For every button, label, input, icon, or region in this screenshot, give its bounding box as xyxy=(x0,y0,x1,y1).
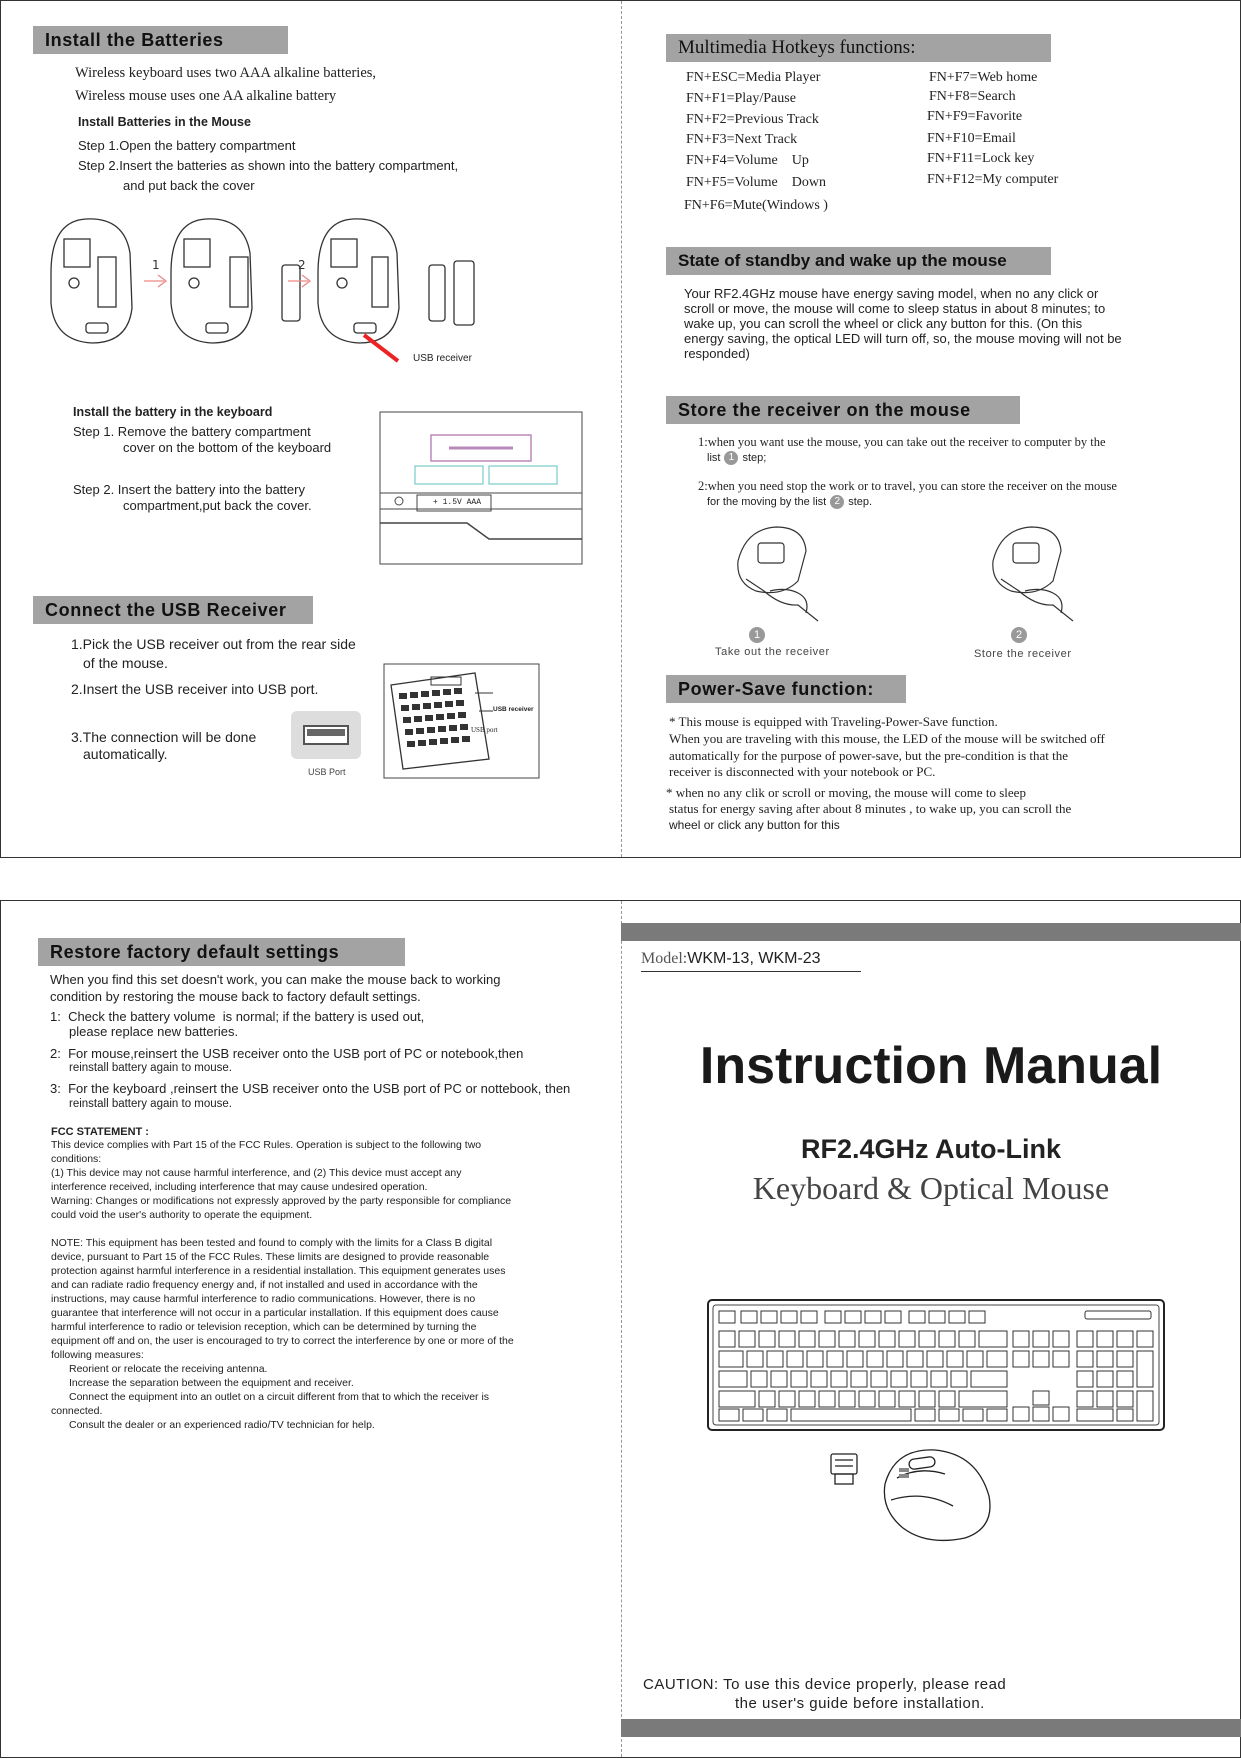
power-line-0: * This mouse is equipped with Traveling-Power-Save function. xyxy=(669,714,998,729)
mouse-battery-heading: Install Batteries in the Mouse xyxy=(78,115,251,129)
restore-item1b: please replace new batteries. xyxy=(69,1024,239,1039)
power-note2: status for energy saving after about 8 minutes , to wake up, you can scroll the xyxy=(669,801,1072,816)
fcc-line-3: interference received, including interference that may cause undesired operation. xyxy=(51,1181,428,1193)
hotkey-right-2: FN+F9=Favorite xyxy=(927,109,1023,124)
power-note1: * when no any clik or scroll or moving, the mouse will come to sleep xyxy=(666,785,1026,800)
connect-usb-heading: Connect the USB Receiver xyxy=(33,596,313,624)
store-p2b: for the moving by the list 2 step. xyxy=(707,496,873,508)
note-line-8: following measures: xyxy=(51,1349,144,1361)
laptop-port-label: USB port xyxy=(471,726,498,734)
standby-heading: State of standby and wake up the mouse xyxy=(666,247,1051,275)
laptop-usb-illustration xyxy=(383,663,540,779)
note-line-4: instructions, may cause harmful interference to radio communications. However, there is no xyxy=(51,1293,476,1305)
step-marker-2: 2 xyxy=(298,258,306,272)
mouse-and-receiver-illustration xyxy=(827,1444,997,1544)
measure-3a: Connect the equipment into an outlet on a circuit different from that to which the receiver is xyxy=(69,1391,490,1403)
battery-text-line1: Wireless keyboard uses two AAA alkaline batteries, xyxy=(75,65,377,81)
store-receiver-heading: Store the receiver on the mouse xyxy=(666,396,1020,424)
store-p2a: 2:when you need stop the work or to travel, you can store the receiver on the mouse xyxy=(698,479,1117,493)
hotkey-left-6: FN+F6=Mute(Windows ) xyxy=(684,198,828,213)
note-line-0: NOTE: This equipment has been tested and found to comply with the limits for a Class B digital xyxy=(51,1237,493,1249)
fcc-line-0: This device complies with Part 15 of the FCC Rules. Operation is subject to the following two xyxy=(51,1139,482,1151)
mouse-battery-illustration xyxy=(46,213,546,363)
install-batteries-heading: Install the Batteries xyxy=(33,26,288,54)
usb-item2: 2.Insert the USB receiver into USB port. xyxy=(71,681,319,697)
store-p1a: 1:when you want use the mouse, you can take out the receiver to computer by the xyxy=(698,435,1106,449)
hotkey-left-5: FN+F5=Volume Down xyxy=(686,175,826,190)
hotkey-right-0: FN+F7=Web home xyxy=(929,70,1038,85)
store-p1b: list 1 step; xyxy=(707,452,767,464)
mouse-step2b: and put back the cover xyxy=(123,178,255,193)
note-line-1: device, pursuant to Part 15 of the FCC Rules. These limits are designed to provide reasonable xyxy=(51,1251,490,1263)
fcc-line-2: (1) This device may not cause harmful interference, and (2) This device must accept any xyxy=(51,1167,462,1179)
hotkey-left-4: FN+F4=Volume Up xyxy=(686,153,809,168)
laptop-receiver-label: USB receiver xyxy=(493,706,534,713)
usb-receiver-label: USB receiver xyxy=(413,353,472,364)
kb-step1a: Step 1. Remove the battery compartment xyxy=(73,424,311,439)
power-line-2: automatically for the purpose of power-save, but the pre-condition is that the xyxy=(669,748,1069,763)
keyboard-battery-illustration xyxy=(379,411,583,565)
usb-port-icon xyxy=(291,711,361,759)
power-line-3: receiver is disconnected with your notebook or PC. xyxy=(669,764,936,779)
cover-bottom-bar xyxy=(621,1719,1241,1737)
power-save-heading: Power-Save function: xyxy=(666,675,906,703)
note-line-6: harmful interference to radio or television reception, which can be determined by turning the xyxy=(51,1321,477,1333)
take-out-caption: Take out the receiver xyxy=(715,646,830,658)
usb-item1a: 1.Pick the USB receiver out from the rear side xyxy=(71,636,356,652)
power-line-1: When you are traveling with this mouse, the LED of the mouse will be switched off xyxy=(669,731,1105,746)
power-note3: wheel or click any button for this xyxy=(669,818,840,832)
standby-line-4: responded) xyxy=(684,346,750,361)
restore-heading: Restore factory default settings xyxy=(38,938,405,966)
keyboard-illustration xyxy=(707,1299,1165,1431)
restore-intro1: When you find this set doesn't work, you can make the mouse back to working xyxy=(50,972,501,987)
mouse-step1: Step 1.Open the battery compartment xyxy=(78,138,296,153)
kb-step2b: compartment,put back the cover. xyxy=(123,498,312,513)
measure-4: Consult the dealer or an experienced radio/TV technician for help. xyxy=(69,1419,375,1431)
standby-line-0: Your RF2.4GHz mouse have energy saving model, when no any click or xyxy=(684,286,1099,301)
standby-line-1: scroll or move, the mouse will come to sleep status in about 8 minutes; to xyxy=(684,301,1106,316)
hotkey-right-1: FN+F8=Search xyxy=(929,89,1016,104)
note-line-2: protection against harmful interference in a residential installation. This equipment generates uses xyxy=(51,1265,506,1277)
standby-line-3: energy saving, the optical LED will turn off, so, the mouse moving will not be xyxy=(684,331,1122,346)
standby-line-2: wake up, you can scroll the wheel or click any button for this. (On this xyxy=(684,316,1083,331)
measure-3b: connected. xyxy=(51,1405,103,1417)
note-line-7: equipment off and on, the user is encouraged to try to correct the interference by one or more of the xyxy=(51,1335,514,1347)
model-line: Model:WKM-13, WKM-23 xyxy=(641,950,821,967)
take-out-receiver-illustration xyxy=(726,521,826,626)
store-receiver-illustration xyxy=(981,521,1081,626)
manual-page-bottom xyxy=(0,900,1241,1758)
measure-1: Reorient or relocate the receiving antenna. xyxy=(69,1363,268,1375)
hotkey-right-3: FN+F10=Email xyxy=(927,131,1016,146)
restore-item2a: 2: For mouse,reinsert the USB receiver onto the USB port of PC or notebook,then xyxy=(50,1046,524,1061)
fold-line xyxy=(621,901,622,1757)
usb-item3b: automatically. xyxy=(83,746,168,762)
caution-line2: the user's guide before installation. xyxy=(735,1695,985,1712)
store-caption: Store the receiver xyxy=(974,648,1072,660)
restore-intro2: condition by restoring the mouse back to factory default settings. xyxy=(50,989,421,1004)
measure-2: Increase the separation between the equipment and receiver. xyxy=(69,1377,354,1389)
caption-number-1: 1 xyxy=(749,627,765,643)
fcc-line-4: Warning: Changes or modifications not expressly approved by the party responsible for compliance xyxy=(51,1195,512,1207)
restore-item3b: reinstall battery again to mouse. xyxy=(69,1098,233,1110)
restore-item1a: 1: Check the battery volume is normal; if the battery is used out, xyxy=(50,1009,425,1024)
restore-item3a: 3: For the keyboard ,reinsert the USB receiver onto the USB port of PC or nottebook, then xyxy=(50,1081,571,1096)
battery-text-line2: Wireless mouse uses one AA alkaline battery xyxy=(75,88,337,104)
usb-item3a: 3.The connection will be done xyxy=(71,729,257,745)
hotkey-left-0: FN+ESC=Media Player xyxy=(686,70,821,85)
cover-subtitle1: RF2.4GHz Auto-Link xyxy=(801,1134,1061,1164)
cover-top-bar xyxy=(621,923,1241,941)
usb-port-caption: USB Port xyxy=(308,767,346,777)
model-underline xyxy=(641,971,861,972)
fold-line xyxy=(621,1,622,857)
hotkey-left-2: FN+F2=Previous Track xyxy=(686,112,819,127)
restore-item2b: reinstall battery again to mouse. xyxy=(69,1062,233,1074)
cover-subtitle2: Keyboard & Optical Mouse xyxy=(752,1170,1110,1206)
note-line-3: and can radiate radio frequency energy and, if not installed and used in accordance with the xyxy=(51,1279,478,1291)
kb-step1b: cover on the bottom of the keyboard xyxy=(123,440,332,455)
keyboard-battery-heading: Install the battery in the keyboard xyxy=(73,405,273,419)
hotkey-left-1: FN+F1=Play/Pause xyxy=(686,91,796,106)
usb-item1b: of the mouse. xyxy=(83,655,168,671)
caution-line1: CAUTION: To use this device properly, please read xyxy=(643,1676,1007,1693)
caption-number-2: 2 xyxy=(1011,627,1027,643)
manual-page-top xyxy=(0,0,1241,858)
note-line-5: guarantee that interference will not occur in a particular installation. If this equipment does cause xyxy=(51,1307,499,1319)
fcc-heading: FCC STATEMENT : xyxy=(51,1126,149,1138)
battery-label: + 1.5V AAA xyxy=(433,498,482,507)
step-marker-1: 1 xyxy=(152,258,160,272)
hotkey-left-3: FN+F3=Next Track xyxy=(686,132,798,147)
cover-title: Instruction Manual xyxy=(699,1037,1163,1095)
hotkey-right-4: FN+F11=Lock key xyxy=(927,151,1035,166)
hotkey-right-5: FN+F12=My computer xyxy=(927,172,1059,187)
fcc-line-1: conditions: xyxy=(51,1153,102,1165)
fcc-line-5: could void the user's authority to operate the equipment. xyxy=(51,1209,313,1221)
kb-step2a: Step 2. Insert the battery into the battery xyxy=(73,482,305,497)
mouse-step2a: Step 2.Insert the batteries as shown into the battery compartment, xyxy=(78,158,459,173)
hotkeys-heading: Multimedia Hotkeys functions: xyxy=(666,34,1051,62)
